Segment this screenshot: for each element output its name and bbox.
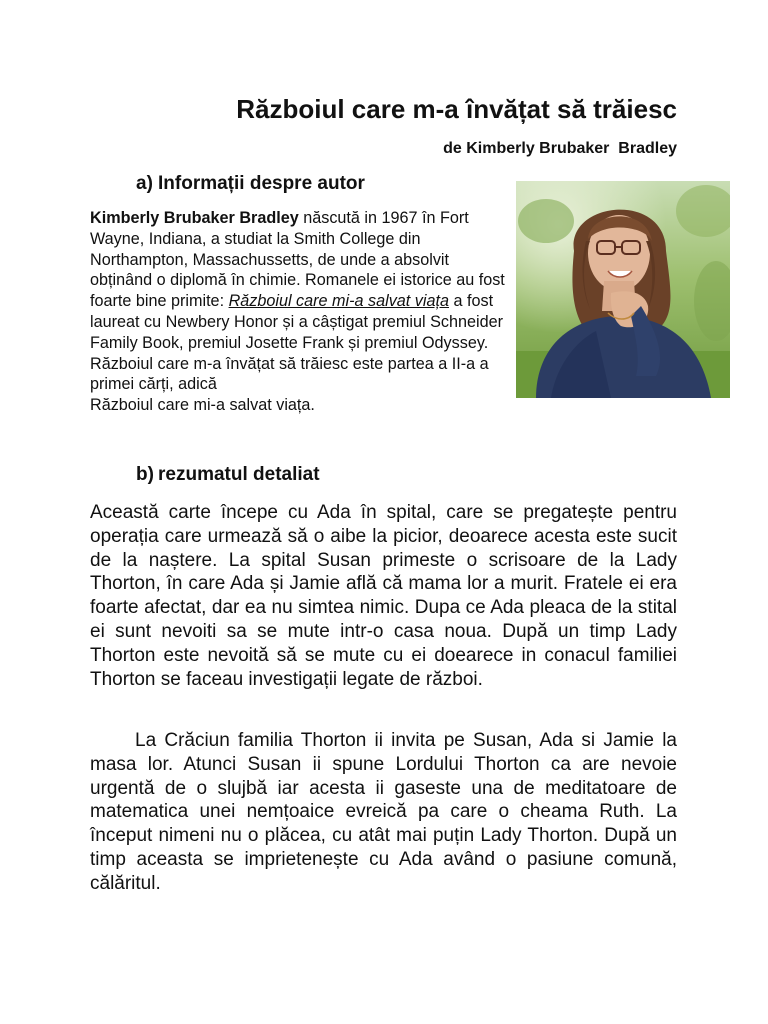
- document-title: Războiul care m-a învățat să trăiesc: [236, 94, 677, 124]
- author-byline: de Kimberly Brubaker Bradley: [443, 140, 677, 157]
- section-b-marker: b): [136, 464, 154, 485]
- author-info-text-1: născută in 1967 în Fort Wayne, Indiana, a studiat la Smith College din Northampton, Massachussetts, de unde a absolvit obținând o diplomă în chimie. Romanele ei istorice au fost foarte bine primite:: [90, 209, 505, 311]
- section-b-heading: [136, 464, 320, 486]
- summary-paragraph-1: Această carte începe cu Ada în spital, care se pregatește pentru operația care urmează să o aibe la picior, deoarece acesta este sucit de la naștere. La spital Susan primeste o scrisoare de la Lady Thorton, în care Ada și Jamie află că mama lor a murit. Fratele ei era foarte afectat, dar ea nu simtea nimic. Dupa ce Ada pleaca de la stital ei sunt nevoiti sa se mute intr-o casa noua. După un timp Lady Thorton este nevoită să se mute cu ei doearece in conacul familiei Thorton se faceau investigații legate de război.: [90, 502, 677, 690]
- author-info-paragraph: [90, 208, 505, 416]
- summary-paragraph-2: La Crăciun familia Thorton ii invita pe Susan, Ada si Jamie la masa lor. Atunci Susan ii spune Lordului Thorton ca are nevoie urgentă de o slujbă iar acesta ii gaseste una de meditatoare de matematica unei nemțoaice evreică pa care o cheama Ruth. La început nimeni nu o plăcea, cu atât mai puțin Lady Thorton. După un timp aceasta se imprietenește cu Ada având o pasiune comună, călăritul.: [90, 730, 677, 894]
- author-info-text-4: Războiul care mi-a salvat viața.: [90, 396, 315, 415]
- book-title-link[interactable]: Războiul care mi-a salvat viața: [228, 292, 449, 311]
- author-photo: [516, 181, 730, 398]
- author-info-text-2: a fost laureat cu Newbery Honor și a câștigat premiul Schneider Family Book, premiul Josette Frank și premiul Odyssey. Războiul care m-a învățat să trăiesc este partea a II-a a primei cărți, adică: [90, 292, 503, 394]
- author-name: Kimberly Brubaker Bradley: [90, 209, 299, 227]
- section-b-title: rezumatul detaliat: [158, 464, 320, 485]
- section-a-heading: [136, 173, 365, 195]
- section-a-title: Informații despre autor: [158, 173, 365, 194]
- author-portrait-icon: [516, 181, 730, 398]
- section-a-marker: a): [136, 173, 153, 194]
